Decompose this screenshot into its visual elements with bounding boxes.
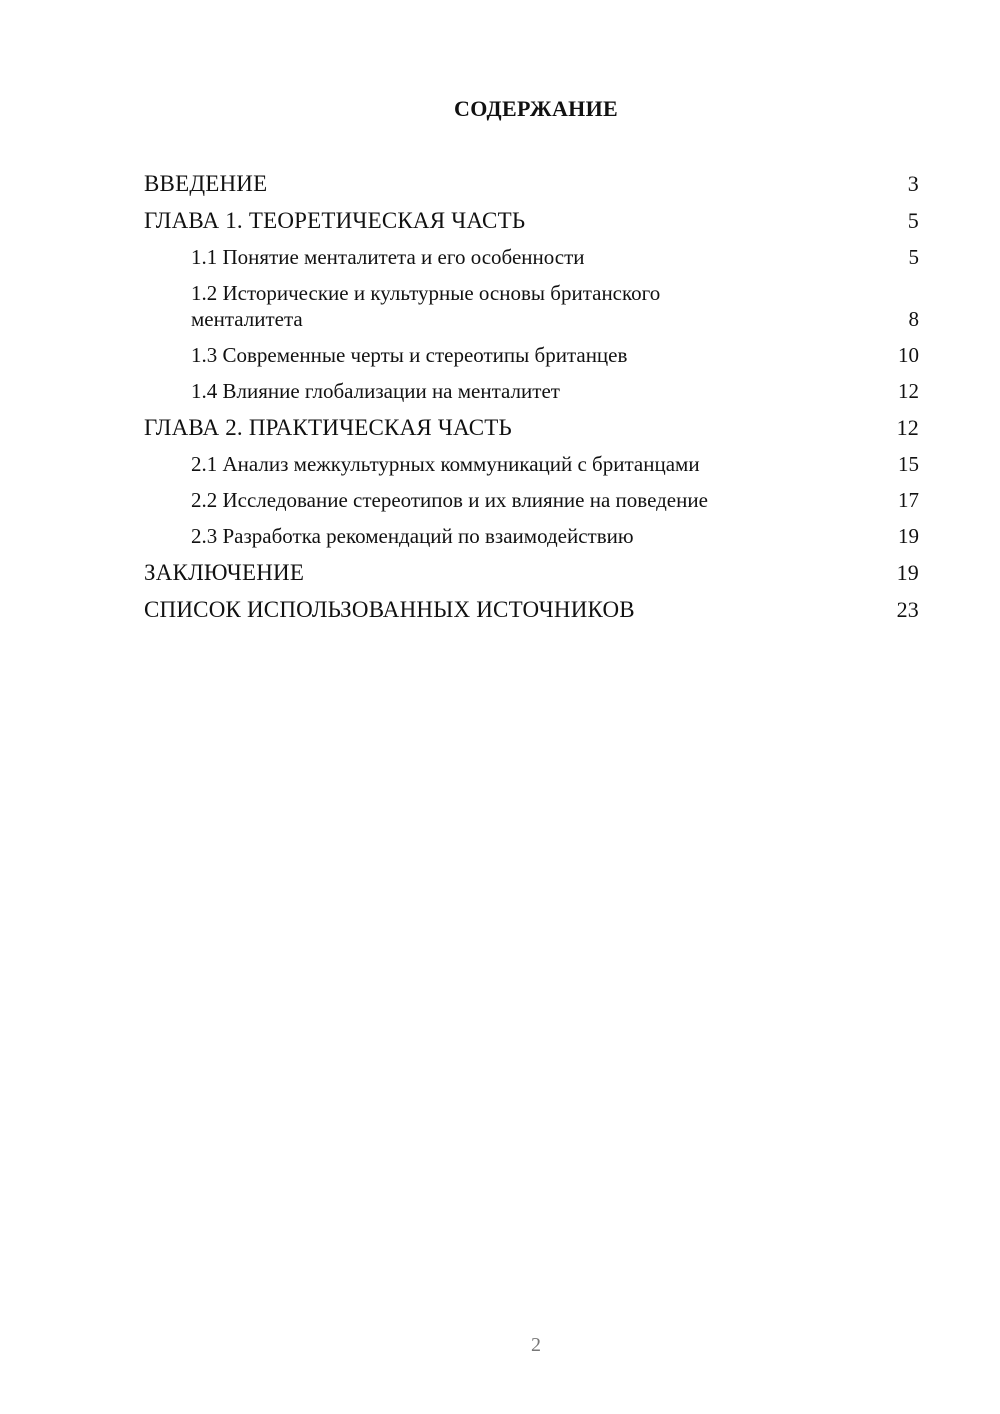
toc-entry-label: ГЛАВА 1. ТЕОРЕТИЧЕСКАЯ ЧАСТЬ bbox=[144, 208, 526, 233]
toc-entry-page: 23 bbox=[896, 597, 919, 622]
toc-entry-section-2-3[interactable] bbox=[144, 523, 919, 549]
toc-entry-conclusion[interactable] bbox=[144, 559, 919, 586]
toc-entry-page: 12 bbox=[898, 379, 919, 403]
toc-entry-label: 1.1 Понятие менталитета и его особенности bbox=[191, 245, 585, 269]
toc-entry-label: 2.3 Разработка рекомендаций по взаимодействию bbox=[191, 524, 634, 548]
toc-entry-page: 8 bbox=[908, 307, 919, 331]
toc-entry-page: 12 bbox=[896, 415, 919, 440]
toc-entry-references[interactable] bbox=[144, 596, 919, 623]
toc-entry-label: СПИСОК ИСПОЛЬЗОВАННЫХ ИСТОЧНИКОВ bbox=[144, 597, 635, 622]
toc-entry-label: ЗАКЛЮЧЕНИЕ bbox=[144, 560, 305, 585]
toc-entry-section-2-1[interactable] bbox=[144, 451, 919, 477]
toc-entry-label: 1.2 Исторические и культурные основы британского менталитета bbox=[191, 281, 661, 331]
toc-entry-section-1-4[interactable] bbox=[144, 378, 919, 404]
toc-entry-page: 5 bbox=[907, 208, 919, 233]
toc-entry-introduction[interactable] bbox=[144, 170, 919, 197]
toc-entry-section-1-1[interactable] bbox=[144, 244, 919, 270]
toc-entry-label: 2.1 Анализ межкультурных коммуникаций с британцами bbox=[191, 452, 700, 476]
toc-entry-page: 10 bbox=[898, 343, 919, 367]
toc-entry-label: 1.4 Влияние глобализации на менталитет bbox=[191, 379, 560, 403]
toc-entry-label: ГЛАВА 2. ПРАКТИЧЕСКАЯ ЧАСТЬ bbox=[144, 415, 512, 440]
toc-entry-page: 5 bbox=[908, 245, 919, 269]
toc-entry-chapter-1[interactable] bbox=[144, 207, 919, 234]
table-of-contents bbox=[144, 170, 919, 633]
toc-entry-page: 17 bbox=[898, 488, 919, 512]
toc-entry-chapter-2[interactable] bbox=[144, 414, 919, 441]
toc-entry-label: 2.2 Исследование стереотипов и их влияние на поведение bbox=[191, 488, 708, 512]
toc-entry-page: 3 bbox=[907, 171, 919, 196]
toc-entry-label: ВВЕДЕНИЕ bbox=[144, 171, 268, 196]
toc-entry-page: 15 bbox=[898, 452, 919, 476]
toc-entry-page: 19 bbox=[898, 524, 919, 548]
toc-entry-label: 1.3 Современные черты и стереотипы британцев bbox=[191, 343, 628, 367]
page-number: 2 bbox=[531, 1334, 541, 1356]
toc-entry-section-2-2[interactable] bbox=[144, 487, 919, 513]
toc-entry-section-1-3[interactable] bbox=[144, 342, 919, 368]
toc-title: СОДЕРЖАНИЕ bbox=[454, 96, 618, 121]
toc-entry-section-1-2[interactable] bbox=[144, 280, 919, 332]
toc-entry-page: 19 bbox=[896, 560, 919, 585]
